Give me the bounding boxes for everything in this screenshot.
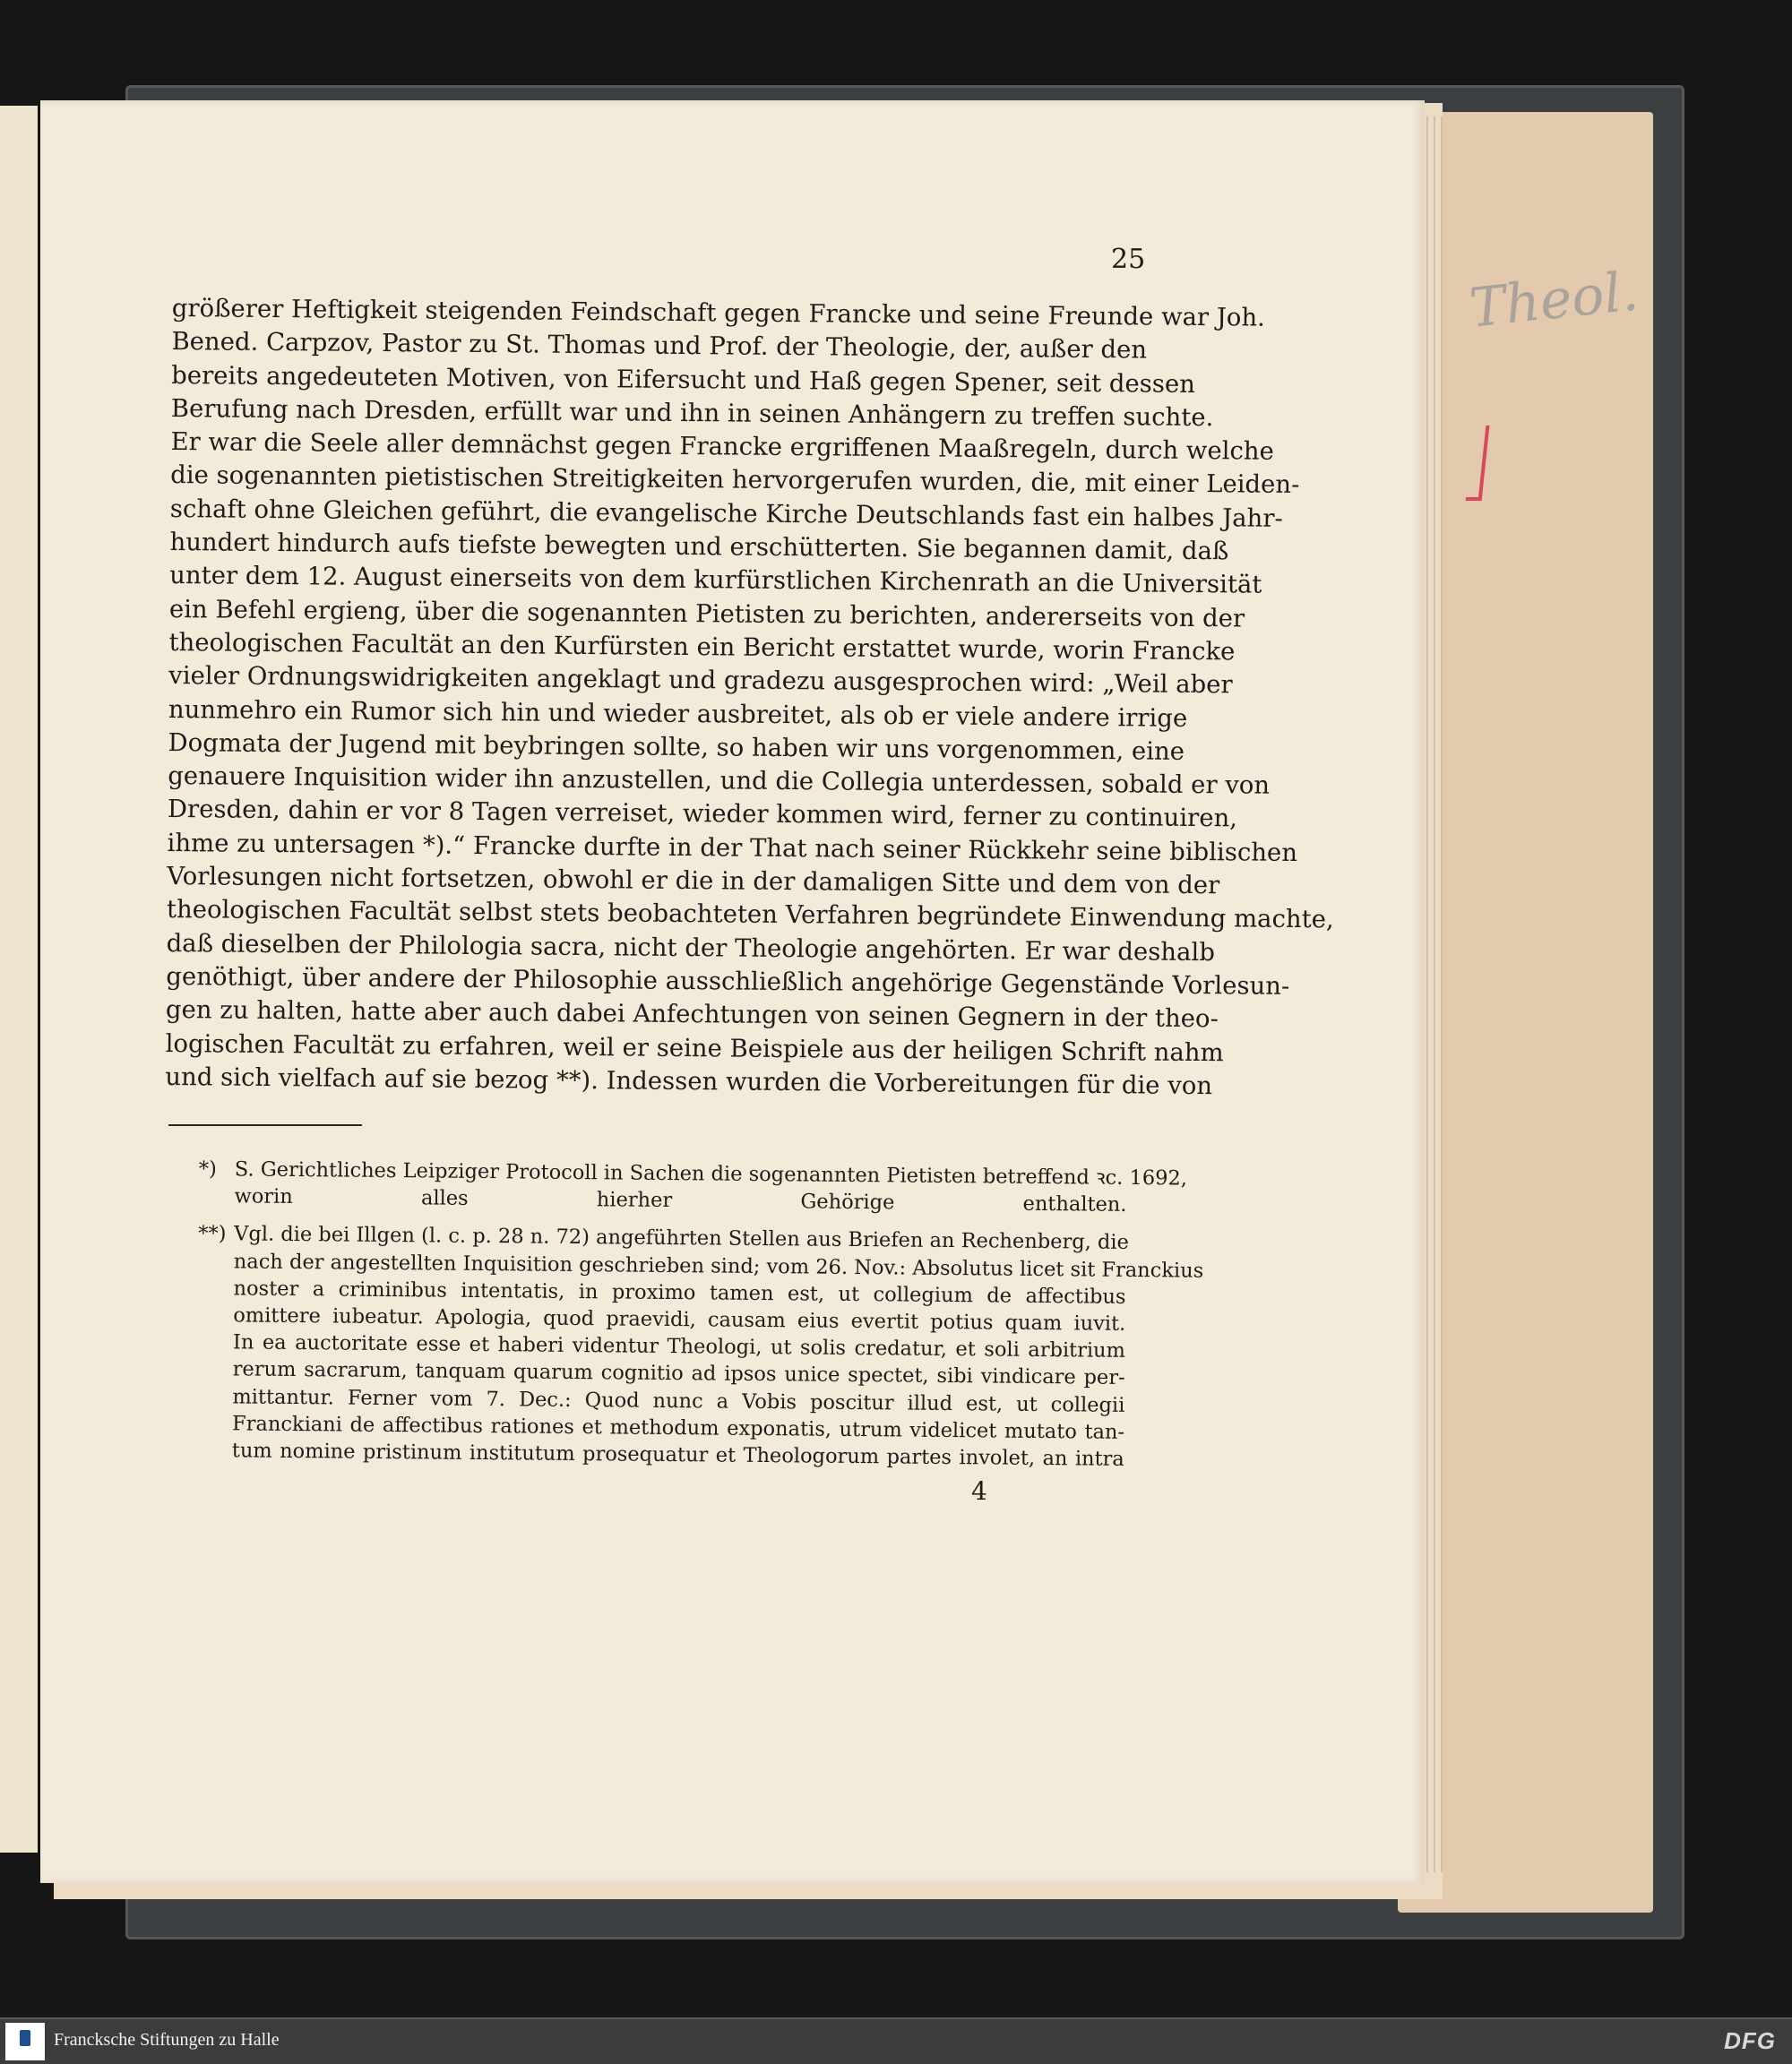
left-page-edge [0, 106, 38, 1853]
body-line: Bened. Carpzov, Pastor zu St. Thomas und Prof. der Theologie, der, außer den [171, 327, 1148, 365]
body-line: hundert hindurch aufs tiefste bewegten und erschütterten. Sie begannen damit, daß [169, 528, 1229, 566]
body-line: nunmehro ein Rumor sich hin und wieder ausbreitet, als ob er viele andere irrige [168, 694, 1188, 733]
institution-logo-icon [5, 2023, 45, 2060]
body-line: vieler Ordnungswidrigkeiten angeklagt und gradezu ausgesprochen wird: „Weil aber [168, 661, 1233, 700]
footnote-mark: **) [198, 1222, 227, 1246]
body-line: ein Befehl ergieng, über die sogenannten Pietisten zu berichten, andererseits von der [168, 594, 1245, 633]
page-edge-line [1426, 116, 1428, 1872]
page-edge-line [1441, 116, 1443, 1872]
body-line: Vorlesungen nicht fortsetzen, obwohl er die in der damaligen Sitte und dem von der [167, 862, 1220, 900]
footnote-line: worin alles hierher Gehörige enthalten. [234, 1184, 1127, 1217]
footnote-line: In ea auctoritate esse et haberi videntur Theologi, ut solis credatur, et soli arbitrium [232, 1330, 1126, 1363]
body-line: Dresden, dahin er vor 8 Tagen verreiset, wieder kommen wird, ferner zu continuiren, [167, 795, 1238, 833]
footnote-line: Vgl. die bei Illgen (l. c. p. 28 n. 72) angeführten Stellen aus Briefen an Rechenberg, die [234, 1222, 1130, 1255]
page-edge-line [1434, 116, 1435, 1872]
footnote-line: S. Gerichtliches Leipziger Protocoll in Sachen die sogenannten Pietisten betreffend ꝛc. 1692, [234, 1157, 1188, 1191]
viewer-footer [0, 2017, 1792, 2064]
body-line: Er war die Seele aller demnächst gegen Francke ergriffenen Maaßregeln, durch welche [170, 427, 1275, 466]
footnote-line: Franckiani de affectibus rationes et methodum exponatis, utrum videlicet mutato tan- [232, 1412, 1125, 1444]
footnote-mark: *) [198, 1157, 218, 1182]
footnote-line: omittere iubeatur. Apologia, quod praevidi, causam eius evertit potius quam iuvit. [233, 1303, 1126, 1336]
body-line: genöthigt, über andere der Philosophie ausschließlich angehörige Gegenstände Vorlesun- [166, 961, 1290, 1001]
footnote-line: tum nomine pristinum institutum prosequatur et Theologorum partes involet, an intra [231, 1439, 1124, 1471]
footnote-line: nach der angestellten Inquisition geschrieben sind; vom 26. Nov.: Absolutus licet sit Franckius [233, 1249, 1204, 1283]
body-line: logischen Facultät zu erfahren, weil er seine Beispiele aus der heiligen Schrift nahm [165, 1028, 1224, 1067]
body-line: daß dieselben der Philologia sacra, nicht der Theologie angehörten. Er war deshalb [166, 928, 1216, 967]
body-line: Berufung nach Dresden, erfüllt war und ihn in seinen Anhängern zu treffen suchte. [170, 393, 1214, 433]
body-line: die sogenannten pietistischen Streitigkeiten hervorgerufen wurden, die, mit einer Leiden- [170, 460, 1300, 500]
signature-mark: 4 [971, 1476, 987, 1506]
body-line: schaft ohne Gleichen geführt, die evangelische Kirche Deutschlands fast ein halbes Jahr- [169, 494, 1283, 533]
institution-name: Francksche Stiftungen zu Halle [54, 2030, 280, 2050]
body-line: theologischen Facultät selbst stets beobachteten Verfahren begründete Einwendung machte, [166, 895, 1334, 934]
footnote-line: mittantur. Ferner vom 7. Dec.: Quod nunc a Vobis poscitur illud est, ut collegii [232, 1384, 1125, 1417]
body-line: gen zu halten, hatte aber auch dabei Anfechtungen von seinen Gegnern in der theo- [165, 995, 1219, 1034]
page-number: 25 [1111, 244, 1146, 275]
dfg-logo: DFG [1724, 2027, 1776, 2054]
body-line: Dogmata der Jugend mit beybringen sollte, so haben wir uns vorgenommen, eine [168, 727, 1185, 766]
footnote [198, 1156, 1188, 1218]
footnote-line: rerum sacrarum, tanquam quarum cognitio ad ipsos unice spectet, sibi vindicare per- [232, 1357, 1125, 1390]
footnote [198, 1220, 1204, 1473]
footnote-line: noster a criminibus intentatis, in proximo tamen est, ut collegium de affectibus [233, 1277, 1126, 1309]
body-line: bereits angedeuteten Motiven, von Eifersucht und Haß gegen Spener, seit dessen [171, 360, 1196, 399]
body-line: genauere Inquisition wider ihn anzustellen, und die Collegia unterdessen, sobald er von [168, 761, 1271, 800]
body-line: theologischen Facultät an den Kurfürsten ein Bericht erstattet wurde, worin Francke [168, 627, 1236, 666]
body-text [165, 292, 1334, 1102]
footnote-rule [168, 1124, 362, 1126]
pencil-annotation: Theol. [1466, 260, 1641, 340]
footnotes [198, 1156, 1204, 1484]
body-line: und sich vielfach auf sie bezog **). Indessen wurden die Vorbereitungen für die von [165, 1062, 1213, 1100]
body-line: größerer Heftigkeit steigenden Feindschaft gegen Francke und seine Freunde war Joh. [171, 293, 1266, 332]
body-line: ihme zu untersagen *).“ Francke durfte in der That nach seiner Rückkehr seine biblischen [167, 828, 1298, 867]
body-line: unter dem 12. August einerseits von dem kurfürstlichen Kirchenrath an die Universität [169, 561, 1262, 600]
